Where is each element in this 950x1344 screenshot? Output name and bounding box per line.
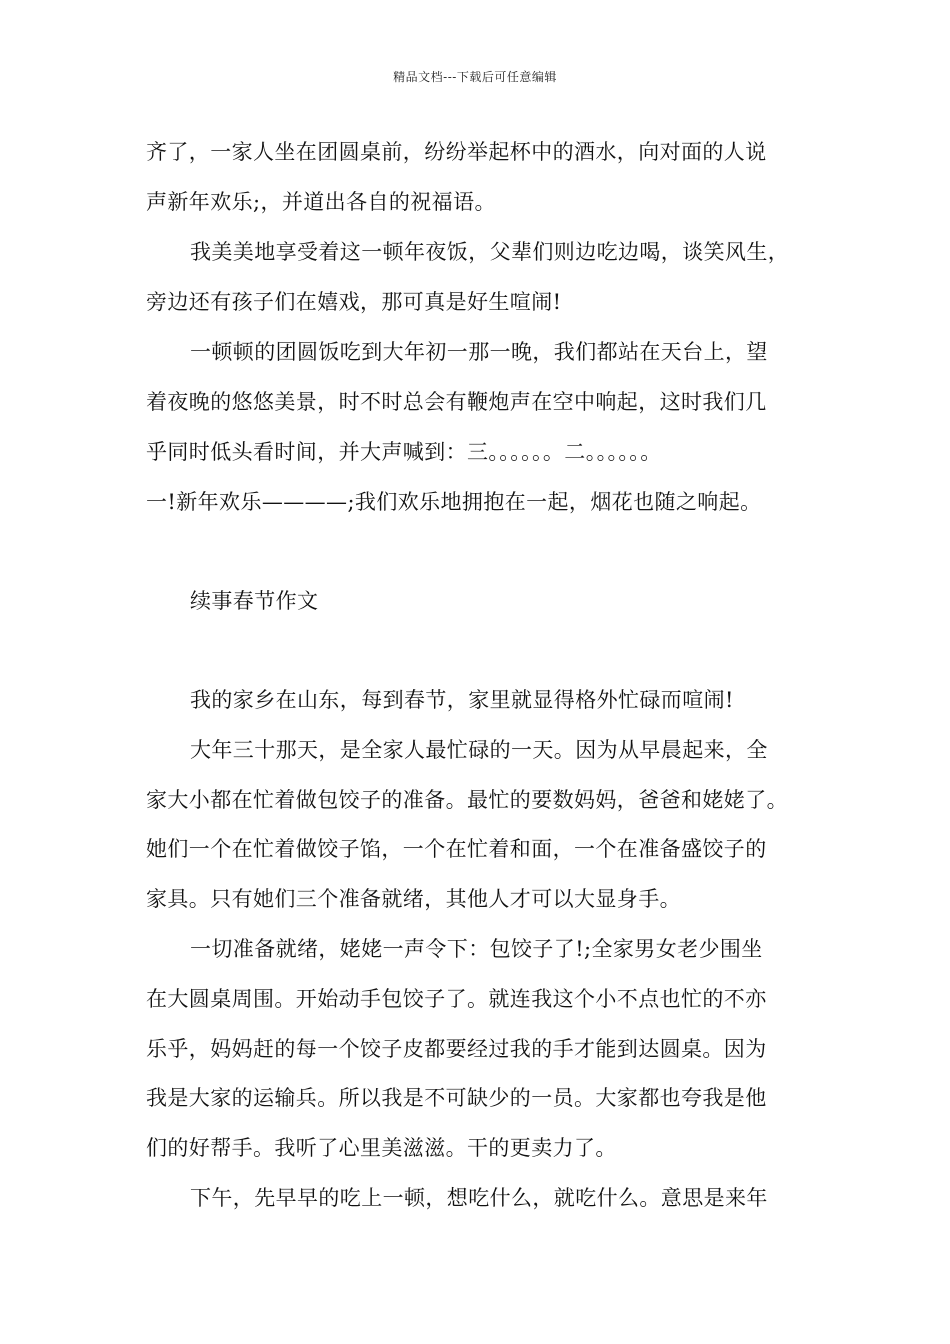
page-header: 精品文档---下载后可任意编辑 xyxy=(393,70,557,84)
paragraph-line: 我美美地享受着这一顿年夜饭，父辈们则边吃边喝，谈笑风生， xyxy=(190,240,790,264)
paragraph-line: 旁边还有孩子们在嬉戏，那可真是好生喧闹! xyxy=(146,290,562,314)
essay-title: 续事春节作文 xyxy=(190,589,319,613)
paragraph-line: 乎同时低头看时间，并大声喊到：三。。。。。。二。。。。。。 xyxy=(146,440,662,464)
paragraph-line: 着夜晚的悠悠美景，时不时总会有鞭炮声在空中响起，这时我们几 xyxy=(146,390,767,414)
paragraph-line: 声新年欢乐;，并道出各自的祝福语。 xyxy=(146,190,496,214)
paragraph-line: 我的家乡在山东，每到春节，家里就显得格外忙碌而喧闹! xyxy=(190,688,734,712)
paragraph-line: 她们一个在忙着做饺子馅，一个在忙着和面，一个在准备盛饺子的 xyxy=(146,837,767,861)
paragraph-line: 一切准备就绪，姥姥一声令下：包饺子了!;全家男女老少围坐 xyxy=(190,937,763,961)
paragraph-line: 在大圆桌周围。开始动手包饺子了。就连我这个小不点也忙的不亦 xyxy=(146,987,767,1011)
paragraph-line: 下午，先早早的吃上一顿，想吃什么，就吃什么。意思是来年 xyxy=(190,1186,768,1210)
paragraph-line: 乐乎，妈妈赶的每一个饺子皮都要经过我的手才能到达圆桌。因为 xyxy=(146,1037,767,1061)
paragraph-line: 我是大家的运输兵。所以我是不可缺少的一员。大家都也夸我是他 xyxy=(146,1086,767,1110)
paragraph-line: 家大小都在忙着做包饺子的准备。最忙的要数妈妈，爸爸和姥姥了。 xyxy=(146,788,788,812)
paragraph-line: 们的好帮手。我听了心里美滋滋。干的更卖力了。 xyxy=(146,1136,617,1160)
paragraph-line: 一!新年欢乐————;我们欢乐地拥抱在一起，烟花也随之响起。 xyxy=(146,490,762,514)
paragraph-line: 家具。只有她们三个准备就绪，其他人才可以大显身手。 xyxy=(146,887,681,911)
paragraph-line: 大年三十那天，是全家人最忙碌的一天。因为从早晨起来，全 xyxy=(190,738,768,762)
paragraph-line: 齐了，一家人坐在团圆桌前，纷纷举起杯中的酒水，向对面的人说 xyxy=(146,140,767,164)
paragraph-line: 一顿顿的团圆饭吃到大年初一那一晚，我们都站在天台上，望 xyxy=(190,340,768,364)
